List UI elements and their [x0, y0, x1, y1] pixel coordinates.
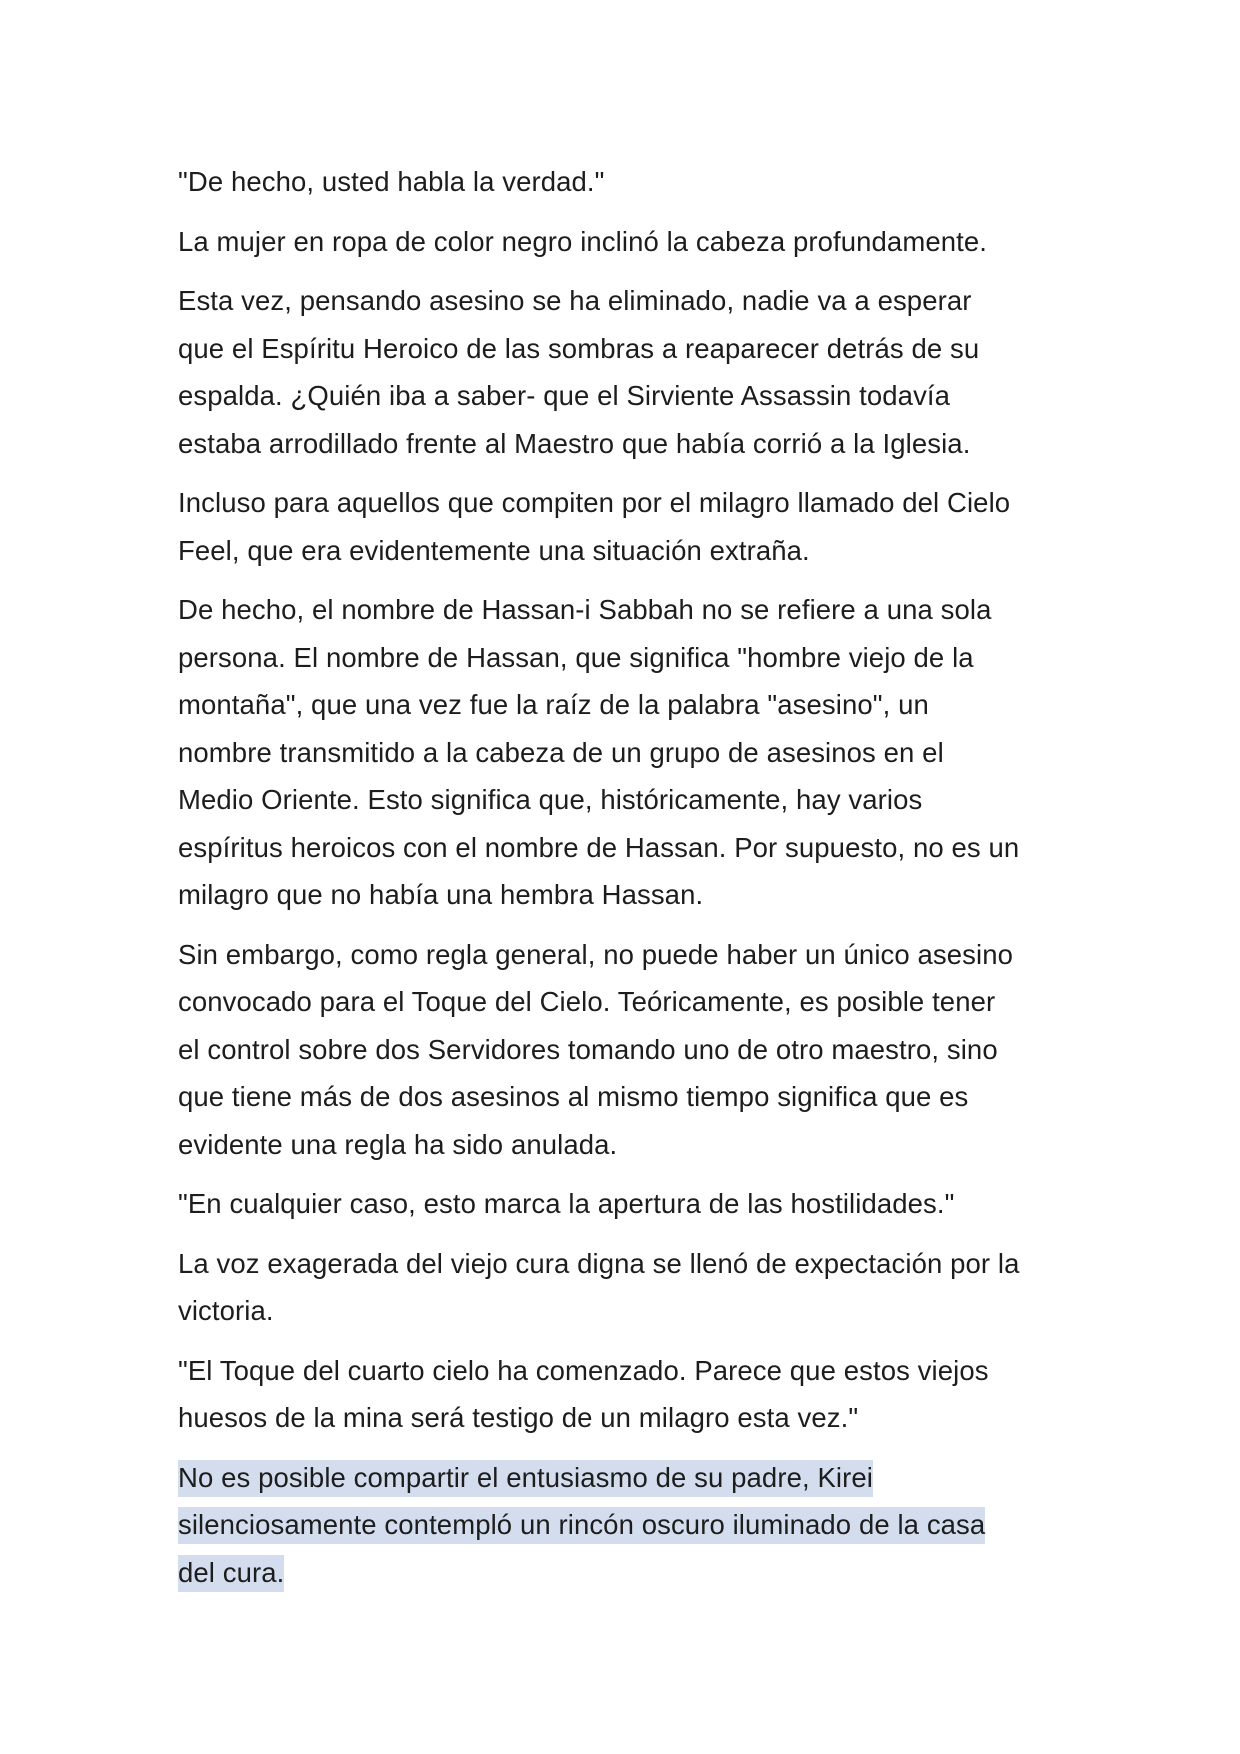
- text-line: Esta vez, pensando asesino se ha eliminado, nadie va a esperar: [178, 285, 972, 316]
- paragraph-5: [178, 586, 1078, 919]
- text-line: huesos de la mina será testigo de un milagro esta vez.": [178, 1402, 859, 1433]
- text-line: evidente una regla ha sido anulada.: [178, 1128, 618, 1160]
- text-line: "El Toque del cuarto cielo ha comenzado. Parece que estos viejos: [178, 1354, 989, 1386]
- text-line: milagro que no había una hembra Hassan.: [178, 879, 704, 910]
- text-line: que tiene más de dos asesinos al mismo tiempo significa que es: [178, 1081, 969, 1112]
- text-line: el control sobre dos Servidores tomando uno de otro maestro, sino: [178, 1033, 998, 1065]
- text-line: De hecho, el nombre de Hassan-i Sabbah no se refiere a una sola: [178, 594, 992, 625]
- paragraph-7: "En cualquier caso, esto marca la apertura de las hostilidades.": [178, 1188, 955, 1219]
- text-line: espalda. ¿Quién iba a saber- que el Sirviente Assassin todavía: [178, 380, 951, 411]
- paragraph-2: La mujer en ropa de color negro inclinó la cabeza profundamente.: [178, 225, 987, 257]
- highlighted-text-line: del cura.: [178, 1555, 284, 1592]
- document-body: [178, 158, 1078, 1608]
- text-line: Sin embargo, como regla general, no puede haber un único asesino: [178, 938, 1014, 970]
- highlighted-text-line: silenciosamente contempló un rincón oscuro iluminado de la casa: [178, 1507, 985, 1544]
- text-line: persona. El nombre de Hassan, que significa "hombre viejo de la: [178, 641, 974, 673]
- paragraph-1: "De hecho, usted habla la verdad.": [178, 166, 605, 197]
- text-line: nombre transmitido a la cabeza de un grupo de asesinos en el: [178, 736, 944, 768]
- paragraph-10-highlighted: [178, 1454, 1078, 1597]
- paragraph-4: [178, 479, 1078, 574]
- text-line: convocado para el Toque del Cielo. Teóricamente, es posible tener: [178, 986, 996, 1017]
- paragraph-6: [178, 931, 1078, 1169]
- text-line: espíritus heroicos con el nombre de Hassan. Por supuesto, no es un: [178, 831, 1020, 863]
- text-line: La voz exagerada del viejo cura digna se llenó de expectación por la: [178, 1247, 1020, 1279]
- paragraph-3: [178, 277, 1078, 467]
- text-line: que el Espíritu Heroico de las sombras a reaparecer detrás de su: [178, 332, 980, 364]
- text-line: estaba arrodillado frente al Maestro que había corrió a la Iglesia.: [178, 427, 971, 459]
- text-line: Feel, que era evidentemente una situación extraña.: [178, 534, 810, 566]
- text-line: victoria.: [178, 1295, 274, 1326]
- paragraph-9: [178, 1347, 1078, 1442]
- text-line: Incluso para aquellos que compiten por el milagro llamado del Cielo: [178, 487, 1011, 518]
- paragraph-8: [178, 1240, 1078, 1335]
- text-line: Medio Oriente. Esto significa que, históricamente, hay varios: [178, 784, 923, 815]
- text-line: montaña", que una vez fue la raíz de la palabra "asesino", un: [178, 689, 929, 720]
- highlighted-text-line: No es posible compartir el entusiasmo de su padre, Kirei: [178, 1460, 873, 1497]
